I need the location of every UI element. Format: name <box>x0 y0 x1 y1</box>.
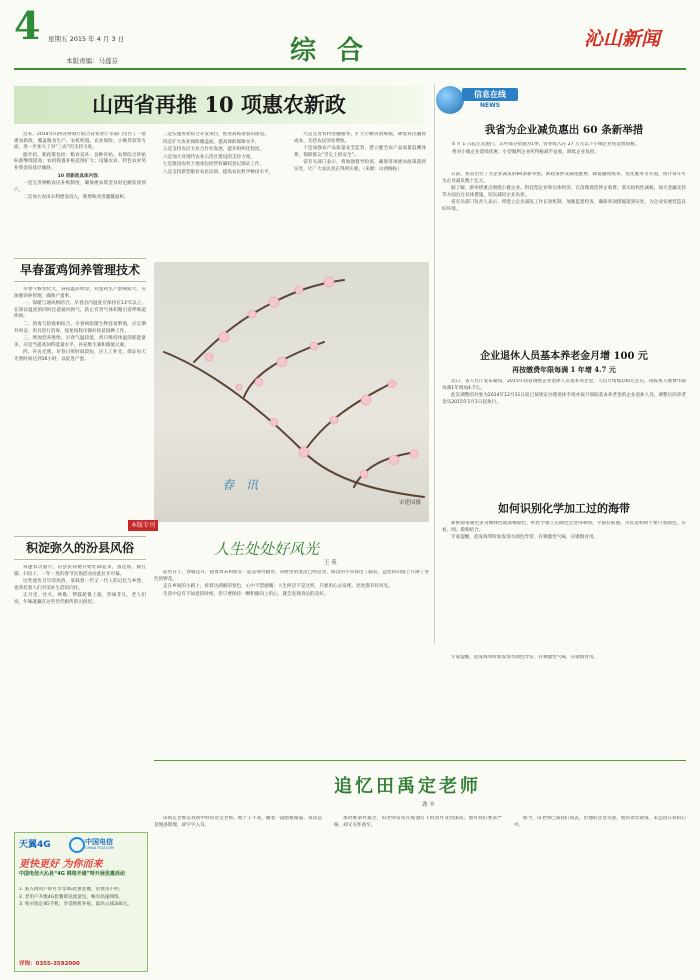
egg-headline: 早春蛋鸡饲养管理技术 <box>14 258 146 282</box>
essay-body: 前些日子，春暖花开，趁着周末和朋友一起去郊外踏青。田野里的麦苗已经返青，路边的小草探出了脑袋，远处的山坡上开满了各色的野花。 走在乡间的小路上，看着这满眼的春色，心中不禁感慨：人生何尝不是这样，只要用心去发现，处处都有好风光。 生活中总有不如意的时候，但只要保持一颗积极向上的心，就会发现身边的美好。 <box>154 570 429 597</box>
ad-telecom-en: CHINA TELECOM <box>85 846 114 850</box>
column-tag: 本版专刊 <box>128 520 158 531</box>
page-number: 4 <box>14 3 41 48</box>
news-badge <box>436 86 518 118</box>
ad-slogan: 更快更好 为你而来 <box>19 859 103 870</box>
memoir-headline: 追忆田禹定老师 <box>334 776 481 797</box>
tax-body: 日前，我省出台了为企业减负的60条新举措。新政策涉及减免税费、降低融资成本、优化服务等方面，预计每年可为企业减负数十亿元。 据了解，新举措重点围绕小微企业、科技型企业和实体经济，在清理规范涉企收费、落实结构性减税、加大金融支持等方面出台具体措施，切实减轻企业负担。 省有关部门负责人表示，将建立企业减负工作长效机制，加强监督检查，确保各项措施落到实处，为企业发展营造良好环境。 <box>442 172 686 212</box>
customs-headline: 积淀弥久的汾县风俗 <box>14 536 146 560</box>
telecom-ad[interactable] <box>14 832 148 972</box>
masthead-rule <box>14 68 686 70</box>
essay-author: 王 英 <box>324 560 337 566</box>
memoir-col-1: 田禹定老师是我初中时的语文老师。他个子不高，戴着一副黑框眼镜，说话总是慢条斯理，却字字入耳。 <box>154 816 322 828</box>
globe-icon <box>436 86 464 114</box>
ad-headline: 中国电信大沁县“4G 网络开通”特开展优惠活动 <box>19 871 125 877</box>
editor-credit: 本版责编：马莲芬 <box>66 57 118 65</box>
memoir-rule <box>154 760 686 761</box>
customs-article <box>14 536 146 826</box>
customs-body: 每逢农历腊月，汾县民间便开始忙碌起来，蒸花馍、做豆腐、扫房子，一年一度的春节民俗活动由此拉开序幕。 这些流传百年的风俗，承载着一代又一代人的记忆与乡愁，也寄托着人们对美好生活的向往。 正月里，社火、秧歌、锣鼓轮番上演，热闹非凡。老人们说，年味就藏在这些代代相传的习俗里。 <box>14 565 146 605</box>
lead-col-3: 九是完善农村金融服务，扩大小额贷款规模，降低农民融资成本，支持农民创业增收。 十是加强农产品质量安全监管，建立健全农产品质量追溯体系，保障群众“舌尖上的安全”。 省有关部门表示，将加强督导检查，确保各项惠农政策落到实处，让广大农民真正得到实惠。（来源：山西晚报） <box>294 132 426 172</box>
newspaper-logo <box>584 24 674 54</box>
ad-4g-brand: 天翼4G <box>19 840 51 850</box>
issue-date: 星期五 2015 年 4 月 3 日 <box>48 35 125 43</box>
column-divider <box>434 84 435 644</box>
memoir-article <box>154 760 686 970</box>
chem-body: 新鲜海带颜色多为褐绿色或深褐绿色，经化学加工后颜色会变得翠绿，手摸有粘感。市民选购时不要只看颜色，应看、闻、摸相结合。 专家提醒，泡发海带时如发现水颜色异常、有刺激性气味，应谨慎食用。 <box>442 521 686 541</box>
masthead <box>0 0 700 80</box>
ad-hotline: 详询：0355-3592000 <box>19 961 80 967</box>
ad-telecom-name: 中国电信 <box>85 838 113 846</box>
lead-col-2: 三是实施农业综合开发项目，推进高标准农田建设。 四是扩大农业保险覆盖面，提高保险保障水平。 五是支持农民专业合作社发展，提升组织化程度。 六是加大对现代农业示范区建设的支持力度。 七是推进农村土地承包经营权确权登记颁证工作。 八是支持新型职业农民培训，提高农民科学种田水平。 <box>163 132 274 175</box>
egg-body: 早春气候变化大，昼夜温差明显，对蛋鸡生产影响较大，应加强饲养管理，确保产蛋率。 一、保暖与通风相结合。早春舍内温度应保持在13℃以上，在保证温度的同时注意通风换气，防止有害气体积聚引发呼吸道疾病。 二、消毒与防疫相结合。早春病原微生物容易繁殖，应定期对鸡舍、用具进行消毒，按免疫程序做好疫苗接种工作。 三、增加营养供给。早春气温较低，鸡只维持体温消耗能量多，应适当提高饲料能量水平，补充维生素和微量元素。 四、补充光照。早春日照时间较短，应人工补光，保证每天光照时间达到16小时，以促进产蛋。 <box>14 287 146 362</box>
egg-article <box>14 258 146 558</box>
ad-logo-icon <box>69 837 85 853</box>
logo-text: 沁山新闻 <box>584 28 661 50</box>
memoir-col-2: 那时候条件艰苦，田老师常常在煤油灯下批改作业到深夜。他对我们要求严格，却又关怀备至。 <box>334 816 502 828</box>
photo-credit: 宋建国摄 <box>398 500 421 506</box>
tax-headline: 我省为企业减负惠出 60 条新举措 <box>484 124 644 136</box>
ad-items: 1. 新入网用户即可享受4G优惠套餐，话费送不停。 2. 老用户升级4G套餐即送流量包，畅享高速网络。 3. 购买指定4G手机，享受购机补贴，最高立减300元。 <box>19 887 132 908</box>
chem-headline: 如何识别化学加工过的海带 <box>498 502 630 515</box>
photo-frame <box>154 262 429 522</box>
badge-label: 信息在线 <box>462 88 518 101</box>
photo-caption: 春 讯 <box>222 478 262 492</box>
essay-article <box>154 532 429 792</box>
plum-blossom-photo <box>154 262 429 522</box>
essay-headline: 人生处处好风光 <box>214 540 320 558</box>
news-right <box>442 122 686 652</box>
memoir-col-3: 如今，田老师已离我们而去，但他的音容笑貌，他的谆谆教诲，永远留在我的心中。 <box>514 816 686 828</box>
badge-sub: NEWS <box>480 102 501 109</box>
pension-subhead: 再按缴费年限每满 1 年增 4.7 元 <box>512 365 616 374</box>
pension-body: 近日，省人社厅发布通知，2015年我省调整企业退休人员基本养老金，人均月增加100元左右，再按本人缴费年限每满1年增加4.7元。 此次调整的对象为2014年12月31日前已按规定办理退休手续并按月领取基本养老金的企业退休人员，调整后的养老金从2015年1月1日起执行。 <box>442 379 686 405</box>
tax-points: 4 月 1 日起正式施行，其中部分措施为1季，营业收入在 27 万元以下小微企业免征增值税。 将对小微企业延续优惠，小型微利企业所得税减半征收，降低企业负担。 <box>452 142 640 155</box>
news-right-lower: 专家提醒，泡发海带时如发现水颜色异常、有刺激性气味，应谨慎食用。 <box>451 655 599 660</box>
pension-headline: 企业退休人员基本养老金月增 100 元 <box>480 351 648 362</box>
lead-headline: 山西省再推 10 项惠农新政 <box>92 92 346 117</box>
memoir-author: 劲 丰 <box>422 802 435 808</box>
section-title: 综 合 <box>290 36 370 66</box>
lead-col-1: 近来，2014年山西省财政厅联合省农业厅等部门出台了一批惠农新政，覆盖粮食生产、农机购置、农业保险、小额贷款等方面，进一步加大了对“三农”的支持力度。 据介绍，新政策包括：粮食直补、良种补贴、农资综合补贴标准继续提高；农机购置补贴范围扩大；设施农业、特色农业奖补资金向基层倾斜。 10 项新政具体内容： 一是完善种粮农民补贴制度，确保惠农资金及时足额发放到户。 二是加大农田水利建设投入，新增和改善灌溉面积。 <box>14 132 146 201</box>
